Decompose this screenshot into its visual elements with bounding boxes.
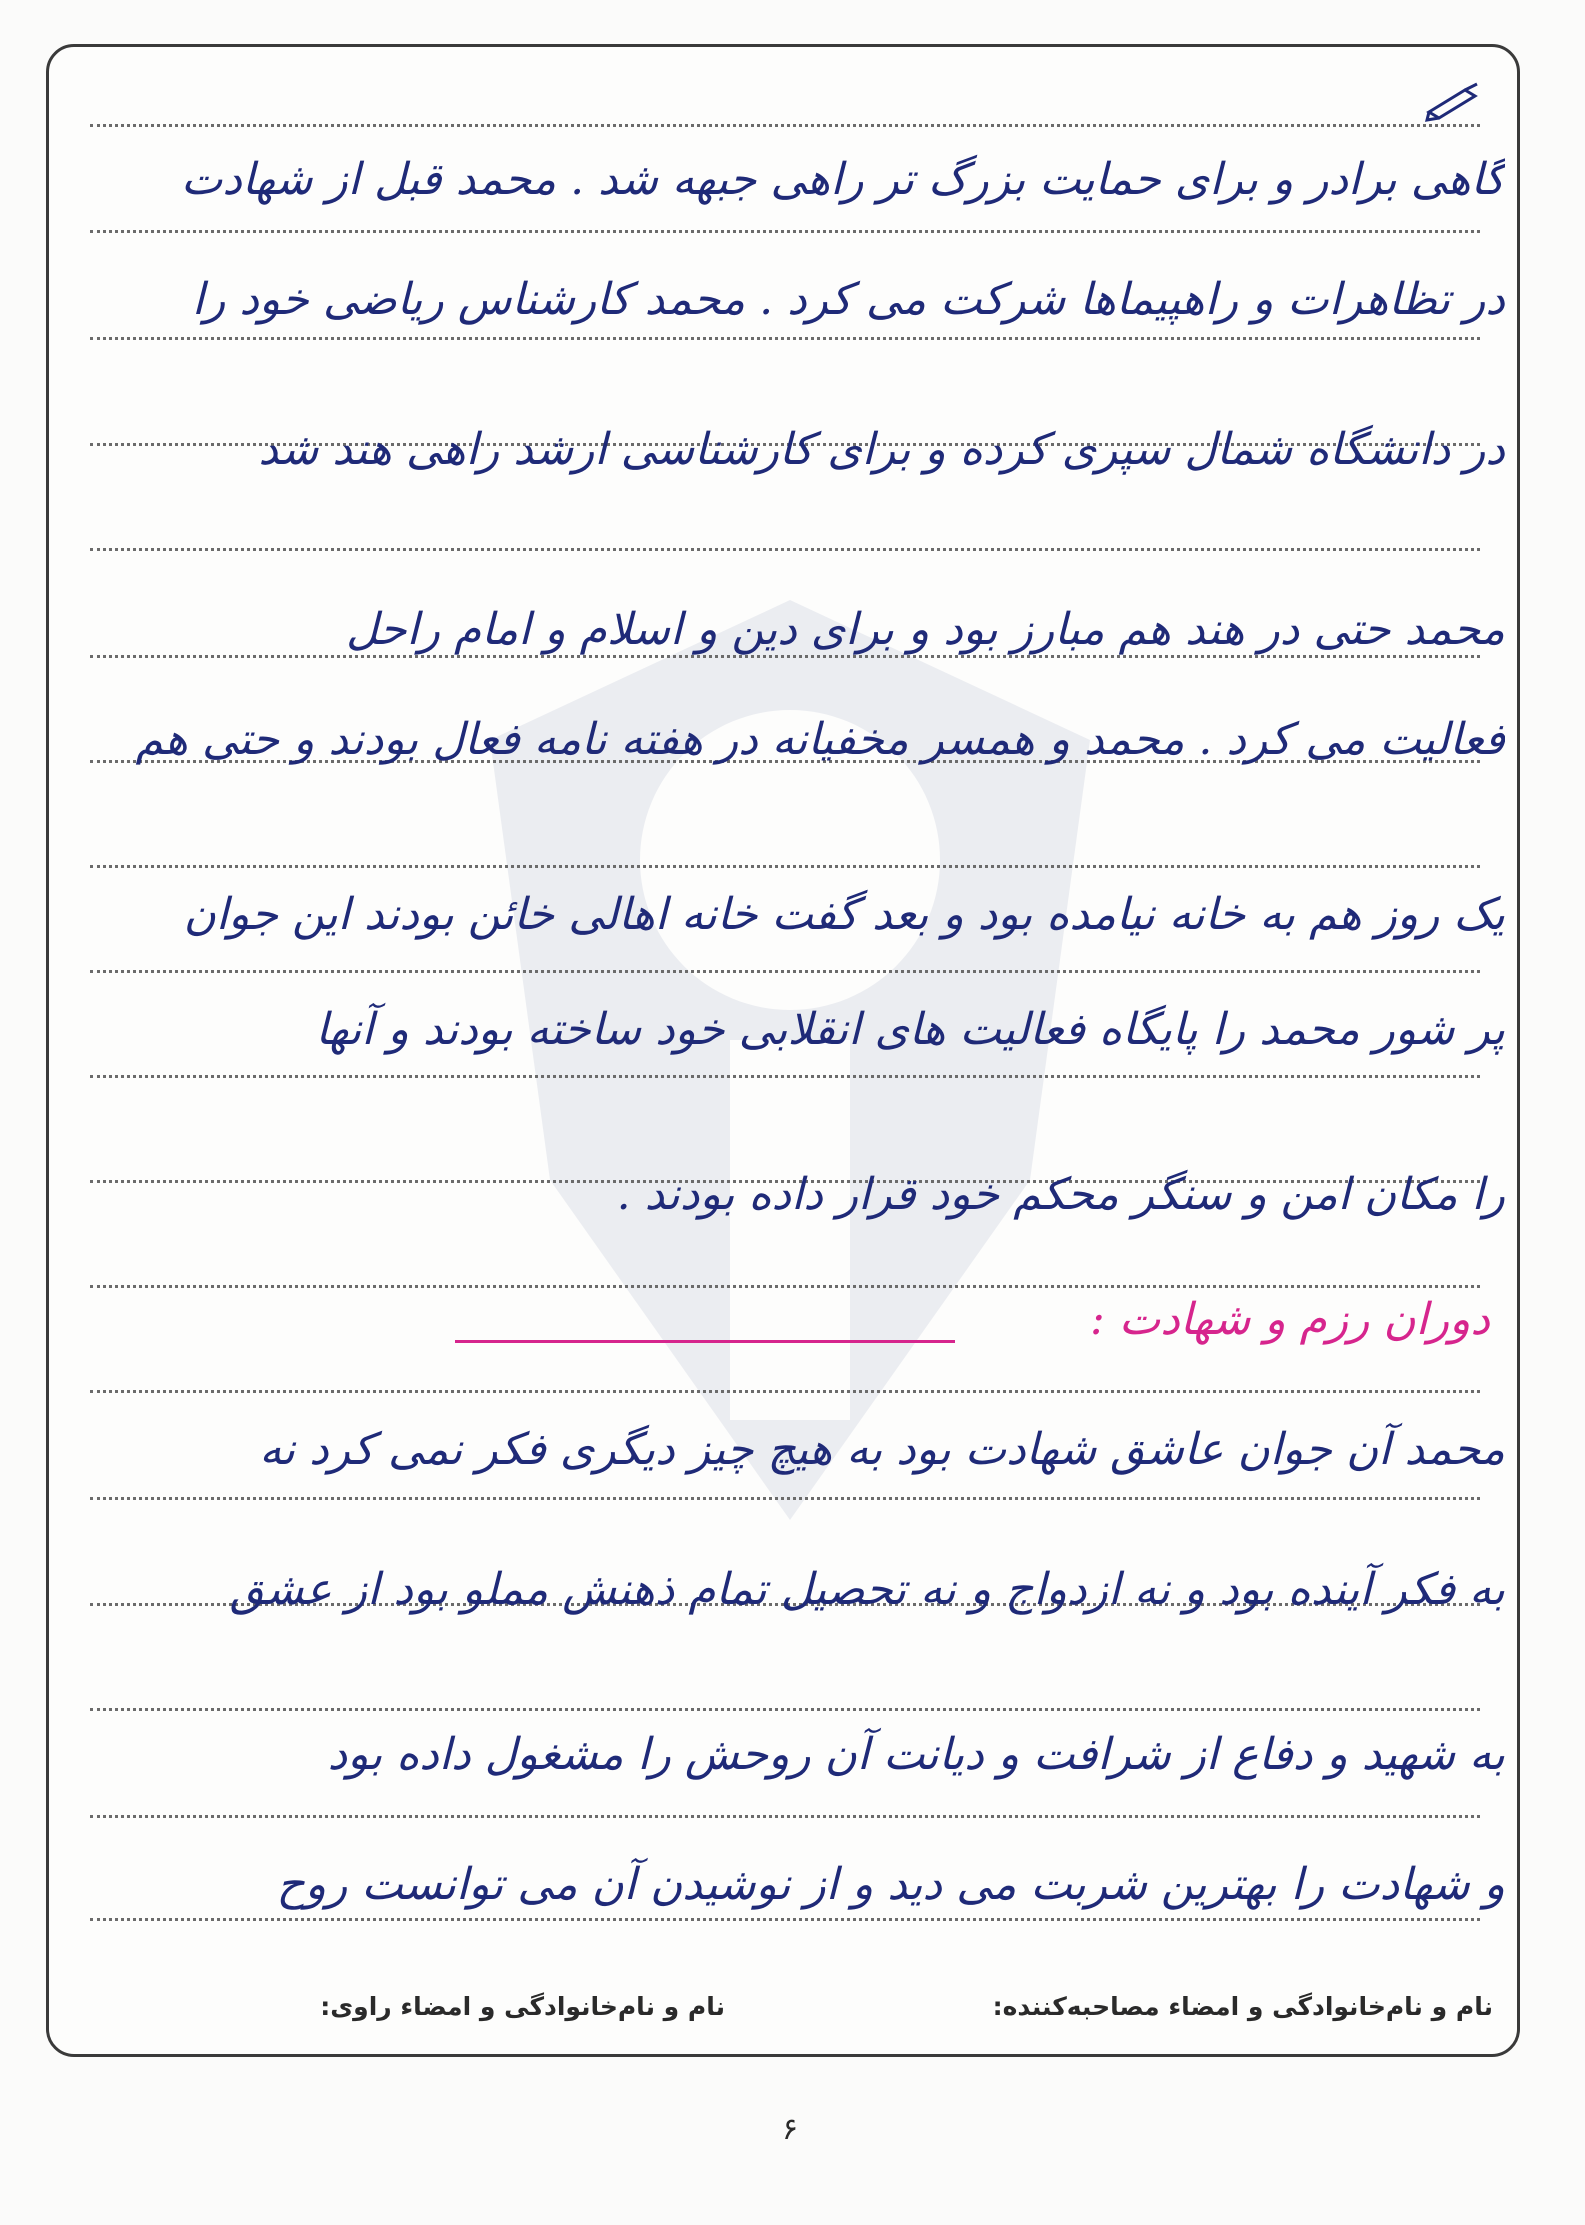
page-number: ۶ xyxy=(781,2112,799,2147)
handwritten-line: محمد حتی در هند هم مبارز بود و برای دین و اسلام و امام راحل xyxy=(346,604,1505,655)
handwritten-line: به فکر آینده بود و نه ازدواج و نه تحصیل تمام ذهنش مملو بود از عشق xyxy=(229,1564,1505,1615)
handwritten-line: در دانشگاه شمال سپری کرده و برای کارشناسی ارشد راهی هند شد xyxy=(258,424,1505,475)
rule-line xyxy=(90,970,1480,973)
handwritten-line: را مکان امن و سنگر محکم خود قرار داده بودند . xyxy=(616,1169,1505,1220)
handwritten-line: و شهادت را بهترین شربت می دید و از نوشیدن آن می توانست روح xyxy=(276,1859,1505,1910)
rule-line xyxy=(90,124,1480,127)
handwritten-line: به شهید و دفاع از شرافت و دیانت آن روحش را مشغول داده بود xyxy=(327,1729,1505,1780)
handwritten-line: پر شور محمد را پایگاه فعالیت های انقلابی خود ساخته بودند و آنها xyxy=(315,1004,1505,1055)
handwritten-line: فعالیت می کرد . محمد و همسر مخفیانه در هفته نامه فعال بودند و حتی هم xyxy=(135,714,1505,765)
rule-line xyxy=(90,1390,1480,1393)
rule-line xyxy=(90,1285,1480,1288)
rule-line xyxy=(90,1918,1480,1921)
rule-line xyxy=(90,548,1480,551)
handwritten-line: یک روز هم به خانه نیامده بود و بعد گفت خانه اهالی خائن بودند این جوان xyxy=(183,889,1505,940)
rule-line xyxy=(90,1497,1480,1500)
handwritten-line: گاهی برادر و برای حمایت بزرگ تر راهی جبهه شد . محمد قبل از شهادت xyxy=(180,154,1505,205)
rule-line xyxy=(90,1075,1480,1078)
section-heading: دوران رزم و شهادت : xyxy=(1090,1294,1490,1345)
handwritten-line: محمد آن جوان عاشق شهادت بود به هیچ چیز دیگری فکر نمی کرد نه xyxy=(259,1424,1505,1475)
rule-line xyxy=(90,1815,1480,1818)
rule-line xyxy=(90,865,1480,868)
rule-line xyxy=(90,230,1480,233)
heading-underline xyxy=(455,1340,955,1343)
narrator-signature-label: نام و نام‌خانوادگی و امضاء راوی: xyxy=(320,1992,725,2021)
rule-line xyxy=(90,1708,1480,1711)
handwritten-line: در تظاهرات و راهپیماها شرکت می کرد . محمد کارشناس ریاضی خود را xyxy=(191,274,1505,325)
interviewer-signature-label: نام و نام‌خانوادگی و امضاء مصاحبه‌کننده: xyxy=(992,1992,1493,2021)
rule-line xyxy=(90,337,1480,340)
